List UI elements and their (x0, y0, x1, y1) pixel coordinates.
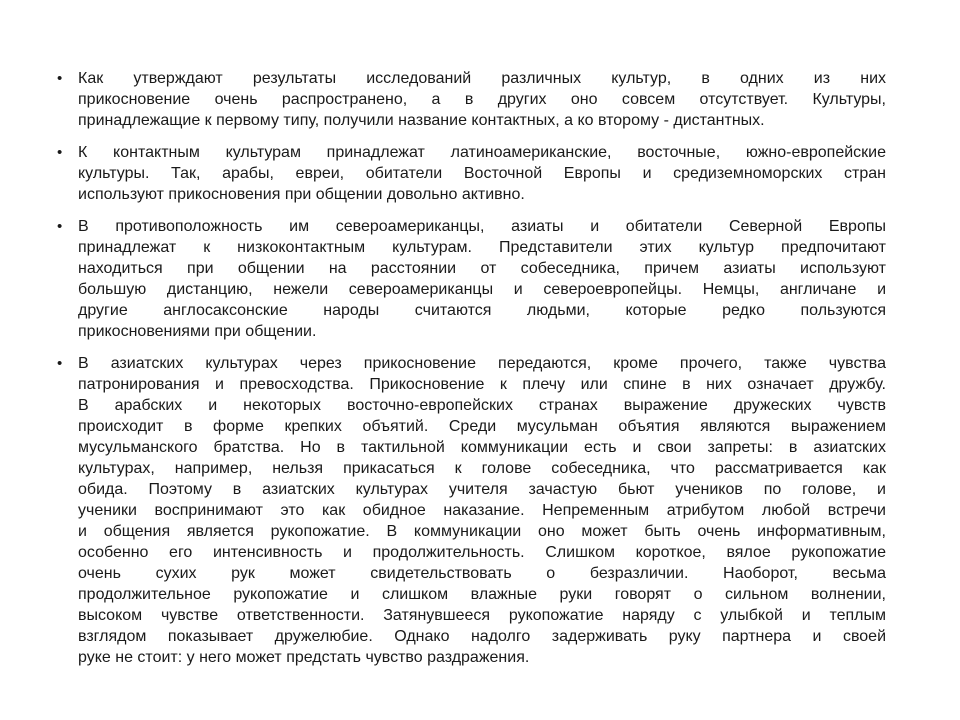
text-line: прикосновениями при общении. (78, 323, 317, 340)
text-line: принадлежат к низкоконтактным культурам. Представители этих культур предпочитают (78, 239, 886, 256)
bullet-paragraph (78, 68, 886, 131)
bullet-item (54, 216, 886, 342)
text-line: другие англосаксонские народы считаются людьми, которые редко пользуются (78, 302, 886, 319)
text-line: культуры. Так, арабы, евреи, обитатели Восточной Европы и средиземноморских стран (78, 165, 886, 182)
text-line: взглядом показывает дружелюбие. Однако надолго задерживать руку партнера и своей (78, 628, 886, 645)
text-line: очень сухих рук может свидетельствовать о безразличии. Наоборот, весьма (78, 565, 886, 582)
text-line: патронирования и превосходства. Прикосновение к плечу или спине в них означает дружбу. (78, 376, 886, 393)
bullet-paragraph (78, 142, 886, 205)
text-line: обида. Поэтому в азиатских культурах учителя зачастую бьют учеников по голове, и (78, 481, 886, 498)
bullet-item (54, 353, 886, 668)
text-line: культурах, например, нельзя прикасаться к голове собеседника, что рассматривается как (78, 460, 886, 477)
bullet-marker: • (57, 70, 63, 87)
text-line: высоком чувстве ответственности. Затянувшееся рукопожатие наряду с улыбкой и теплым (78, 607, 886, 624)
text-line: продолжительное рукопожатие и слишком влажные руки говорят о сильном волнении, (78, 586, 886, 603)
bullet-item (54, 142, 886, 205)
bullet-paragraph (78, 353, 886, 668)
text-line: используют прикосновения при общении довольно активно. (78, 186, 525, 203)
slide-body (54, 68, 886, 668)
text-line: В арабских и некоторых восточно-европейских странах выражение дружеских чувств (78, 397, 886, 414)
text-line: В противоположность им североамериканцы, азиаты и обитатели Северной Европы (78, 218, 886, 235)
text-line: находиться при общении на расстоянии от собеседника, причем азиаты используют (78, 260, 886, 277)
text-line: происходит в форме крепких объятий. Среди мусульман объятия являются выражением (78, 418, 886, 435)
text-line: принадлежащие к первому типу, получили название контактных, а ко второму - дистантных. (78, 112, 765, 129)
bullet-marker: • (57, 144, 63, 161)
text-line: К контактным культурам принадлежат латиноамериканские, восточные, южно-европейские (78, 144, 886, 161)
text-line: В азиатских культурах через прикосновение передаются, кроме прочего, также чувства (78, 355, 886, 372)
text-line: ученики воспринимают это как обидное наказание. Непременным атрибутом любой встречи (78, 502, 886, 519)
text-line: прикосновение очень распространено, а в других оно совсем отсутствует. Культуры, (78, 91, 886, 108)
text-line: и общения является рукопожатие. В коммуникации оно может быть очень информативным, (78, 523, 886, 540)
bullet-marker: • (57, 218, 63, 235)
bullet-item (54, 68, 886, 131)
text-line: особенно его интенсивность и продолжительность. Слишком короткое, вялое рукопожатие (78, 544, 886, 561)
text-line: большую дистанцию, нежели североамериканцы и североевропейцы. Немцы, англичане и (78, 281, 886, 298)
bullet-paragraph (78, 216, 886, 342)
text-line: мусульманского братства. Но в тактильной коммуникации есть и свои запреты: в азиатских (78, 439, 886, 456)
text-line: Как утверждают результаты исследований различных культур, в одних из них (78, 70, 886, 87)
bullet-marker: • (57, 355, 63, 372)
text-line: руке не стоит: у него может предстать чувство раздражения. (78, 649, 530, 666)
